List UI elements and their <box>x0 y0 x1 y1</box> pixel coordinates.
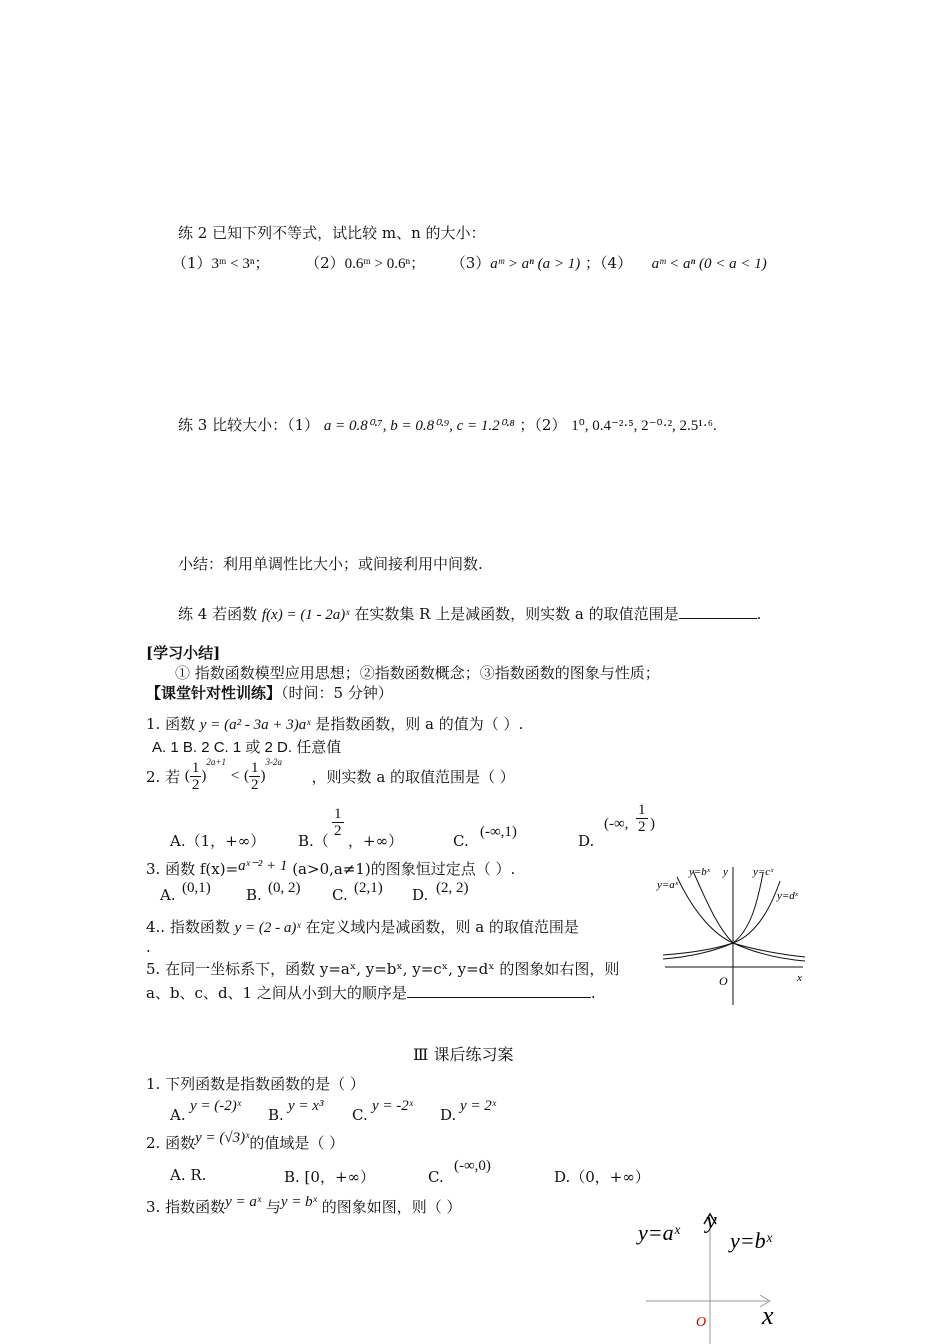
s3-q1-options <box>170 1098 530 1124</box>
ct-q3-suffix: (a>0,a≠1)的图象恒过定点（ ）. <box>292 860 516 878</box>
lian2-p3-tail: ；（4） <box>585 254 633 272</box>
ct-q3-optB: B. <box>246 886 262 904</box>
lian2-intro: 练 2 已知下列不等式，试比较 m、n 的大小： <box>178 224 486 242</box>
s3-q2-optC-expr: (-∞,0) <box>454 1158 491 1174</box>
exp-graph-four-curves <box>655 855 815 1010</box>
ct-q3-optA: A. <box>160 886 176 904</box>
s3-q1-optC: C. <box>352 1106 368 1124</box>
graph1-label-a: y=aˣ <box>657 879 678 891</box>
ct-q1-prefix: 1. 函数 <box>146 715 196 733</box>
ct-q2-optC-expr: (-∞,1) <box>480 824 517 840</box>
lian3-mid: ；（2） <box>519 416 567 434</box>
graph2-label-a: y=aˣ <box>638 1220 680 1245</box>
ct-q5-blank[interactable] <box>407 983 591 998</box>
ct-q5-line2-wrap <box>146 982 596 1003</box>
lian4-expr: f(x) = (1 - 2a)ˣ <box>261 607 350 623</box>
s3-q1-optB-expr: y = x³ <box>288 1098 324 1114</box>
lian3 <box>178 414 717 435</box>
ct-q2-optB-tail: ，+∞） <box>348 832 404 850</box>
ct-q2-optB: B.（ <box>298 832 329 850</box>
graph1-label-d: y=dˣ <box>777 890 798 902</box>
lian2-p3: （3） <box>450 254 491 272</box>
lian4 <box>178 603 761 624</box>
ct-q5-end: . <box>590 984 596 1002</box>
s3-q3-expr1: y = aˣ <box>225 1194 262 1210</box>
s3-q2-optC: C. <box>428 1168 444 1186</box>
study-summary-content: ① 指数函数模型应用思想；②指数函数概念；③指数函数的图象与性质； <box>175 664 660 682</box>
ct-q2-exp1: 2a+1 <box>206 757 226 767</box>
ct-q3-options <box>160 880 490 908</box>
ct-q3-optD: D. <box>412 886 429 904</box>
ct-q3-optC: C. <box>332 886 348 904</box>
s3-q1-optA-expr: y = (-2)ˣ <box>190 1098 241 1114</box>
s3-q3-prefix: 3. 指数函数 <box>146 1198 226 1216</box>
ct-q5-line1: 5. 在同一坐标系下，函数 y=aˣ, y=bˣ, y=cˣ, y=dˣ 的图象如右图，则 <box>146 960 620 978</box>
lian4-text: 在实数集 R 上是减函数，则实数 a 的取值范围是 <box>354 605 679 623</box>
s3-q2 <box>146 1132 344 1153</box>
ct-q4-prefix: 4.. 指数函数 <box>146 918 230 936</box>
s3-q2-prefix: 2. 函数 <box>146 1134 196 1152</box>
graph2-label-y: y <box>706 1208 717 1234</box>
ct-q1 <box>146 713 523 734</box>
ct-q2-frac1: $\frac{1}{2}$ <box>191 760 200 793</box>
lian2-p4-expr: aᵐ < aⁿ (0 < a < 1) <box>651 256 767 272</box>
ct-q2-suffix: ，则实数 a 的取值范围是（ ） <box>311 768 515 786</box>
s3-q2-expr: y = (√3)ˣ <box>195 1130 250 1146</box>
s3-q3-suffix: 的图象如图，则（ ） <box>321 1198 462 1216</box>
graph2-label-b: y=bˣ <box>730 1228 772 1253</box>
ct-q2-optD: D. <box>578 832 595 850</box>
ct-q2-optD-expr: (-∞, <box>604 816 629 832</box>
lian2-p2: （2） <box>305 254 345 272</box>
graph1-label-y: y <box>723 866 728 878</box>
lian4-blank[interactable] <box>679 604 757 619</box>
lian4-end: . <box>756 605 762 623</box>
s3-q2-optB: B. [0，+∞） <box>284 1168 376 1186</box>
ct-q2-optB-frac: $\frac{1}{2}$ <box>334 806 342 839</box>
graph1-curve-d <box>663 881 780 955</box>
lian2-p1-expr: 3ᵐ < 3ⁿ； <box>211 256 270 272</box>
ct-q2-exp2: 3-2a <box>265 757 282 767</box>
ct-q1-options: A. 1 B. 2 C. 1 或 2 D. 任意值 <box>152 739 342 756</box>
ct-q3 <box>146 858 515 879</box>
lian3-intro: 练 3 比较大小：（1） <box>178 416 320 434</box>
graph1-curve-a <box>677 877 805 957</box>
ct-q4 <box>146 916 579 937</box>
ct-q4-end: . <box>146 938 151 956</box>
s3-q3-mid: 与 <box>265 1198 281 1216</box>
ct-q4-suffix: 在定义域内是减函数，则 a 的取值范围是 <box>305 918 579 936</box>
ct-q2: 2. 若 ( $\frac{1}{2}$ )$^{2a+1}$ < ( $\frac{1}{2}$ )$^{3-2a}$ ，则实数 a 的取值范围是（ ） <box>146 757 515 793</box>
s3-q1-optD: D. <box>440 1106 457 1124</box>
ct-q1-expr: y = (a² - 3a + 3)aˣ <box>199 717 311 733</box>
lian3-expr1: a = 0.8⁰·⁷, b = 0.8⁰·⁹, c = 1.2⁰·⁸ <box>323 418 515 434</box>
section3-title: Ⅲ 课后练习案 <box>413 1045 514 1064</box>
ct-q3-prefix: 3. 函数 f(x)= <box>146 860 239 878</box>
graph1-label-b: y=bˣ <box>689 866 710 878</box>
s3-q2-options <box>170 1158 650 1184</box>
lian4-label: 练 4 若函数 <box>178 605 258 623</box>
ct-q3-optB-expr: (0, 2) <box>268 880 301 896</box>
s3-q1-optD-expr: y = 2ˣ <box>460 1098 497 1114</box>
ct-q3-optD-expr: (2, 2) <box>436 880 469 896</box>
s3-q3-expr2: y = bˣ <box>280 1194 317 1210</box>
s3-q2-suffix: 的值域是（ ） <box>249 1134 345 1152</box>
exp-graph-two-curves <box>628 1200 798 1344</box>
s3-q1-text: 1. 下列函数是指数函数的是（ ） <box>146 1075 365 1093</box>
class-training-heading <box>146 682 393 703</box>
study-summary-title: [学习小结] <box>146 644 221 662</box>
class-training-title: 【课堂针对性训练】 <box>146 684 282 702</box>
s3-q2-optA: A. R. <box>170 1166 207 1184</box>
ct-q2-frac2: $\frac{1}{2}$ <box>250 760 259 793</box>
ct-q3-expr: aˣ⁻² + 1 <box>238 858 288 874</box>
graph1-label-c: y=cˣ <box>753 866 774 878</box>
ct-q3-optC-expr: (2,1) <box>354 880 383 896</box>
ct-q1-suffix: 是指数函数，则 a 的值为（ ）. <box>315 715 524 733</box>
s3-q1-optC-expr: y = -2ˣ <box>372 1098 414 1114</box>
s3-q1-optA: A. <box>170 1106 186 1124</box>
summary-note: 小结：利用单调性比大小；或间接利用中间数. <box>178 555 483 573</box>
s3-q1-optB: B. <box>268 1106 284 1124</box>
ct-q4-expr: y = (2 - a)ˣ <box>234 920 301 936</box>
lian2-p3-expr: aᵐ > aⁿ (a > 1) <box>490 256 581 272</box>
class-training-time: （时间：5 分钟） <box>281 684 393 702</box>
lian2-p1: （1） <box>172 254 212 272</box>
graph1-label-o: O <box>719 974 728 988</box>
s3-q3 <box>146 1196 461 1217</box>
lian2-items <box>172 252 767 273</box>
ct-q5-line2: a、b、c、d、1 之间从小到大的顺序是 <box>146 984 407 1002</box>
ct-q2-optA: A.（1，+∞） <box>170 832 266 850</box>
lian3-expr2: 1⁰, 0.4⁻²·⁵, 2⁻⁰·², 2.5¹·⁶. <box>571 418 717 434</box>
ct-q2-optC: C. <box>453 832 469 850</box>
ct-q2-prefix: 2. 若 <box>146 768 181 786</box>
graph1-label-x: x <box>797 972 802 984</box>
s3-q2-optD: D.（0，+∞） <box>554 1168 650 1186</box>
graph1-curve-c <box>663 873 763 959</box>
graph2-label-o: O <box>696 1315 707 1330</box>
lian2-p2-expr: 0.6ᵐ > 0.6ⁿ； <box>344 256 426 272</box>
ct-q2-optD-frac: $\frac{1}{2}$ <box>638 802 646 835</box>
ct-q3-optA-expr: (0,1) <box>182 880 211 896</box>
graph2-label-x: x <box>762 1301 774 1330</box>
